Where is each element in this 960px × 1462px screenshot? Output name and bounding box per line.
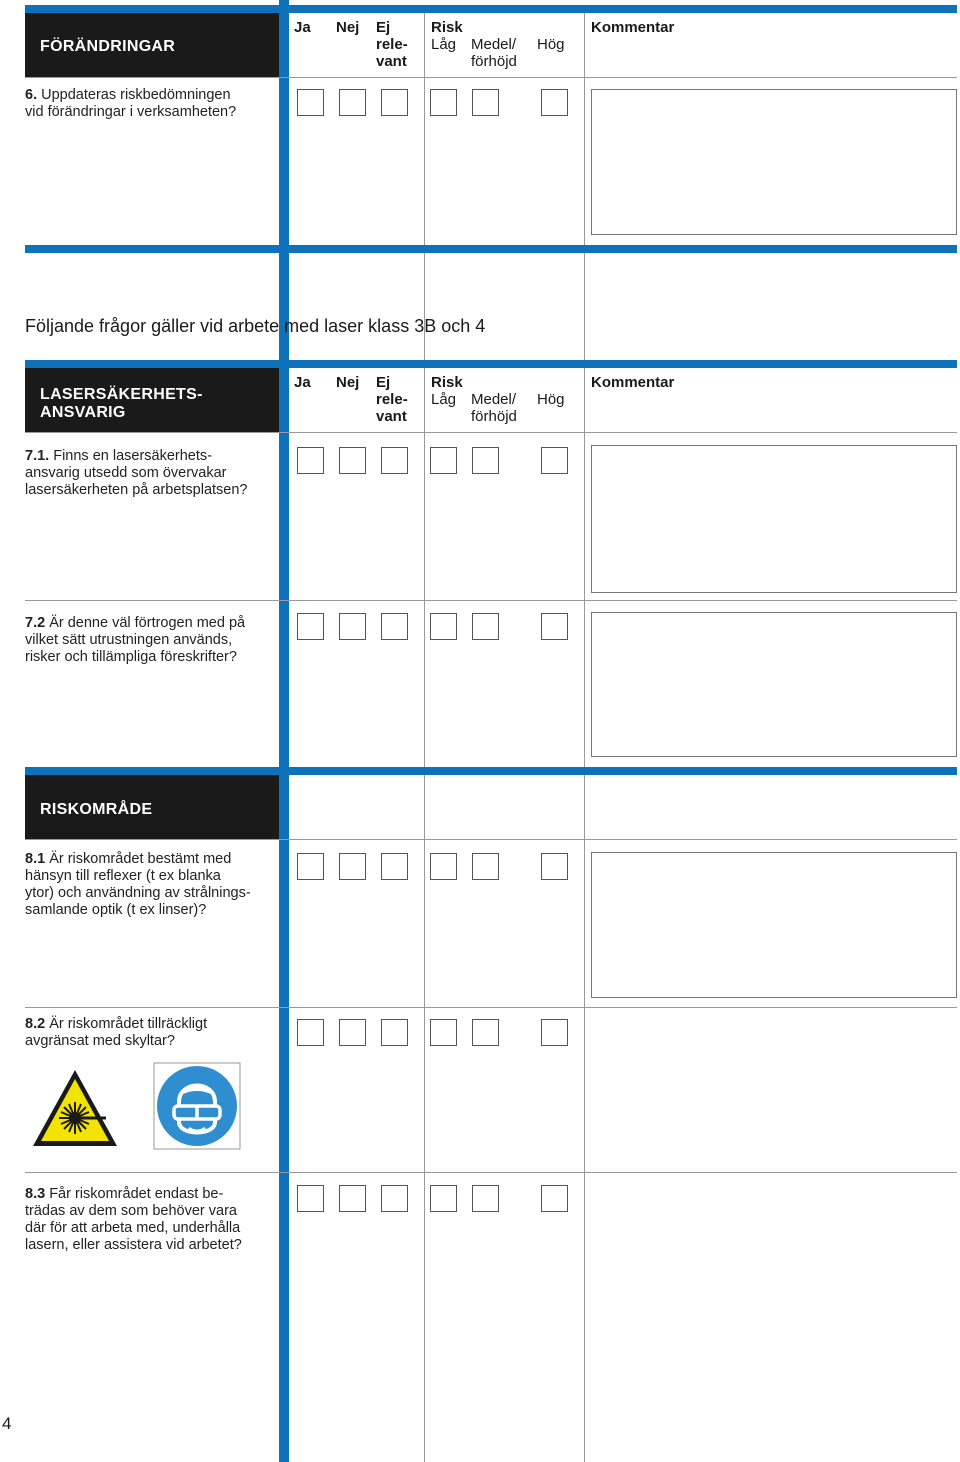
checkbox-q7-1-ej-relevant[interactable] [381, 447, 408, 474]
checkbox-q6-ej-relevant[interactable] [381, 89, 408, 116]
col-lag: Låg [431, 36, 457, 53]
checkbox-q8-3-hog[interactable] [541, 1185, 568, 1212]
col-ej-relevant: Ej rele- vant [376, 374, 408, 425]
checkbox-q8-2-hog[interactable] [541, 1019, 568, 1046]
checkbox-q7-2-ja[interactable] [297, 613, 324, 640]
col-ej-relevant: Ej rele- vant [376, 19, 408, 70]
checkbox-q7-1-lag[interactable] [430, 447, 457, 474]
section-top-bar [25, 767, 957, 775]
checkbox-q7-2-medel[interactable] [472, 613, 499, 640]
row-divider [25, 1007, 957, 1008]
question-7-1: 7.1. Finns en lasersäkerhets- ansvarig utsedd som övervakar lasersäkerheten på arbetsplatsen? [25, 448, 248, 498]
checkbox-q7-2-ej-relevant[interactable] [381, 613, 408, 640]
col-medel: Medel/ förhöjd [471, 36, 517, 70]
section-title: LASERSÄKERHETS- ANSVARIG [40, 386, 203, 421]
eye-protection-icon [153, 1062, 241, 1150]
checkbox-q8-2-lag[interactable] [430, 1019, 457, 1046]
checkbox-q6-lag[interactable] [430, 89, 457, 116]
question-6: 6. Uppdateras riskbedömningen vid förändringar i verksamheten? [25, 87, 237, 120]
grid-line [584, 12, 585, 1462]
checkbox-q6-medel[interactable] [472, 89, 499, 116]
question-7-2: 7.2 Är denne väl förtrogen med på vilket sätt utrustningen används, risker och tillämpliga föreskrifter? [25, 615, 246, 665]
checkbox-q8-2-nej[interactable] [339, 1019, 366, 1046]
checkbox-q7-1-nej[interactable] [339, 447, 366, 474]
section-header-laser [25, 368, 279, 432]
checkbox-q7-2-lag[interactable] [430, 613, 457, 640]
checkbox-q8-3-ej-relevant[interactable] [381, 1185, 408, 1212]
checkbox-q8-1-nej[interactable] [339, 853, 366, 880]
checkbox-q8-1-ej-relevant[interactable] [381, 853, 408, 880]
checkbox-q8-1-medel[interactable] [472, 853, 499, 880]
checkbox-q6-hog[interactable] [541, 89, 568, 116]
comment-box-q7-1[interactable] [591, 445, 957, 593]
col-kommentar: Kommentar [591, 19, 675, 36]
checkbox-q7-2-hog[interactable] [541, 613, 568, 640]
checkbox-q8-1-lag[interactable] [430, 853, 457, 880]
checkbox-q7-1-medel[interactable] [472, 447, 499, 474]
header-divider [25, 432, 957, 433]
comment-box-q6[interactable] [591, 89, 957, 235]
checkbox-q8-1-ja[interactable] [297, 853, 324, 880]
header-divider [25, 77, 957, 78]
checkbox-q8-1-hog[interactable] [541, 853, 568, 880]
section-top-bar [25, 5, 957, 13]
col-hog: Hög [537, 36, 565, 53]
col-ja: Ja [294, 374, 311, 391]
checkbox-q8-2-medel[interactable] [472, 1019, 499, 1046]
col-medel: Medel/ förhöjd [471, 391, 517, 425]
col-risk: Risk [431, 374, 463, 391]
page-number: 4 [2, 1414, 12, 1433]
section-title: FÖRÄNDRINGAR [40, 38, 176, 55]
checkbox-q7-1-hog[interactable] [541, 447, 568, 474]
checkbox-q6-ja[interactable] [297, 89, 324, 116]
col-risk: Risk [431, 19, 463, 36]
intro-text: Följande frågor gäller vid arbete med laser klass 3B och 4 [25, 316, 486, 336]
checkbox-q8-2-ej-relevant[interactable] [381, 1019, 408, 1046]
checkbox-q8-2-ja[interactable] [297, 1019, 324, 1046]
checkbox-q8-3-lag[interactable] [430, 1185, 457, 1212]
section-title: RISKOMRÅDE [40, 801, 153, 818]
header-divider [25, 839, 957, 840]
checkbox-q7-2-nej[interactable] [339, 613, 366, 640]
col-nej: Nej [336, 374, 360, 391]
col-lag: Låg [431, 391, 457, 408]
comment-box-q7-2[interactable] [591, 612, 957, 757]
checkbox-q6-nej[interactable] [339, 89, 366, 116]
section-header-riskomrade [25, 775, 279, 839]
laser-warning-icon [30, 1066, 120, 1150]
comment-box-q8-1[interactable] [591, 852, 957, 998]
checkbox-q8-3-medel[interactable] [472, 1185, 499, 1212]
section-bottom-bar [25, 245, 957, 253]
question-8-2: 8.2 Är riskområdet tillräckligt avgränsat med skyltar? [25, 1016, 208, 1049]
blue-spine [279, 0, 289, 1462]
row-divider [25, 1172, 957, 1173]
col-ja: Ja [294, 19, 311, 36]
col-kommentar: Kommentar [591, 374, 675, 391]
grid-line [424, 12, 425, 1462]
checkbox-q8-3-ja[interactable] [297, 1185, 324, 1212]
checkbox-q8-3-nej[interactable] [339, 1185, 366, 1212]
section-header-forandringar [25, 13, 279, 77]
col-nej: Nej [336, 19, 360, 36]
row-divider [25, 600, 957, 601]
question-8-3: 8.3 Får riskområdet endast be- trädas av dem som behöver vara där för att arbeta med, underhålla lasern, eller assistera vid arbetet? [25, 1186, 242, 1253]
col-hog: Hög [537, 391, 565, 408]
question-8-1: 8.1 Är riskområdet bestämt med hänsyn till reflexer (t ex blanka ytor) och användning av strålnings- samlande optik (t ex linser)? [25, 851, 251, 918]
section-top-bar [25, 360, 957, 368]
checkbox-q7-1-ja[interactable] [297, 447, 324, 474]
